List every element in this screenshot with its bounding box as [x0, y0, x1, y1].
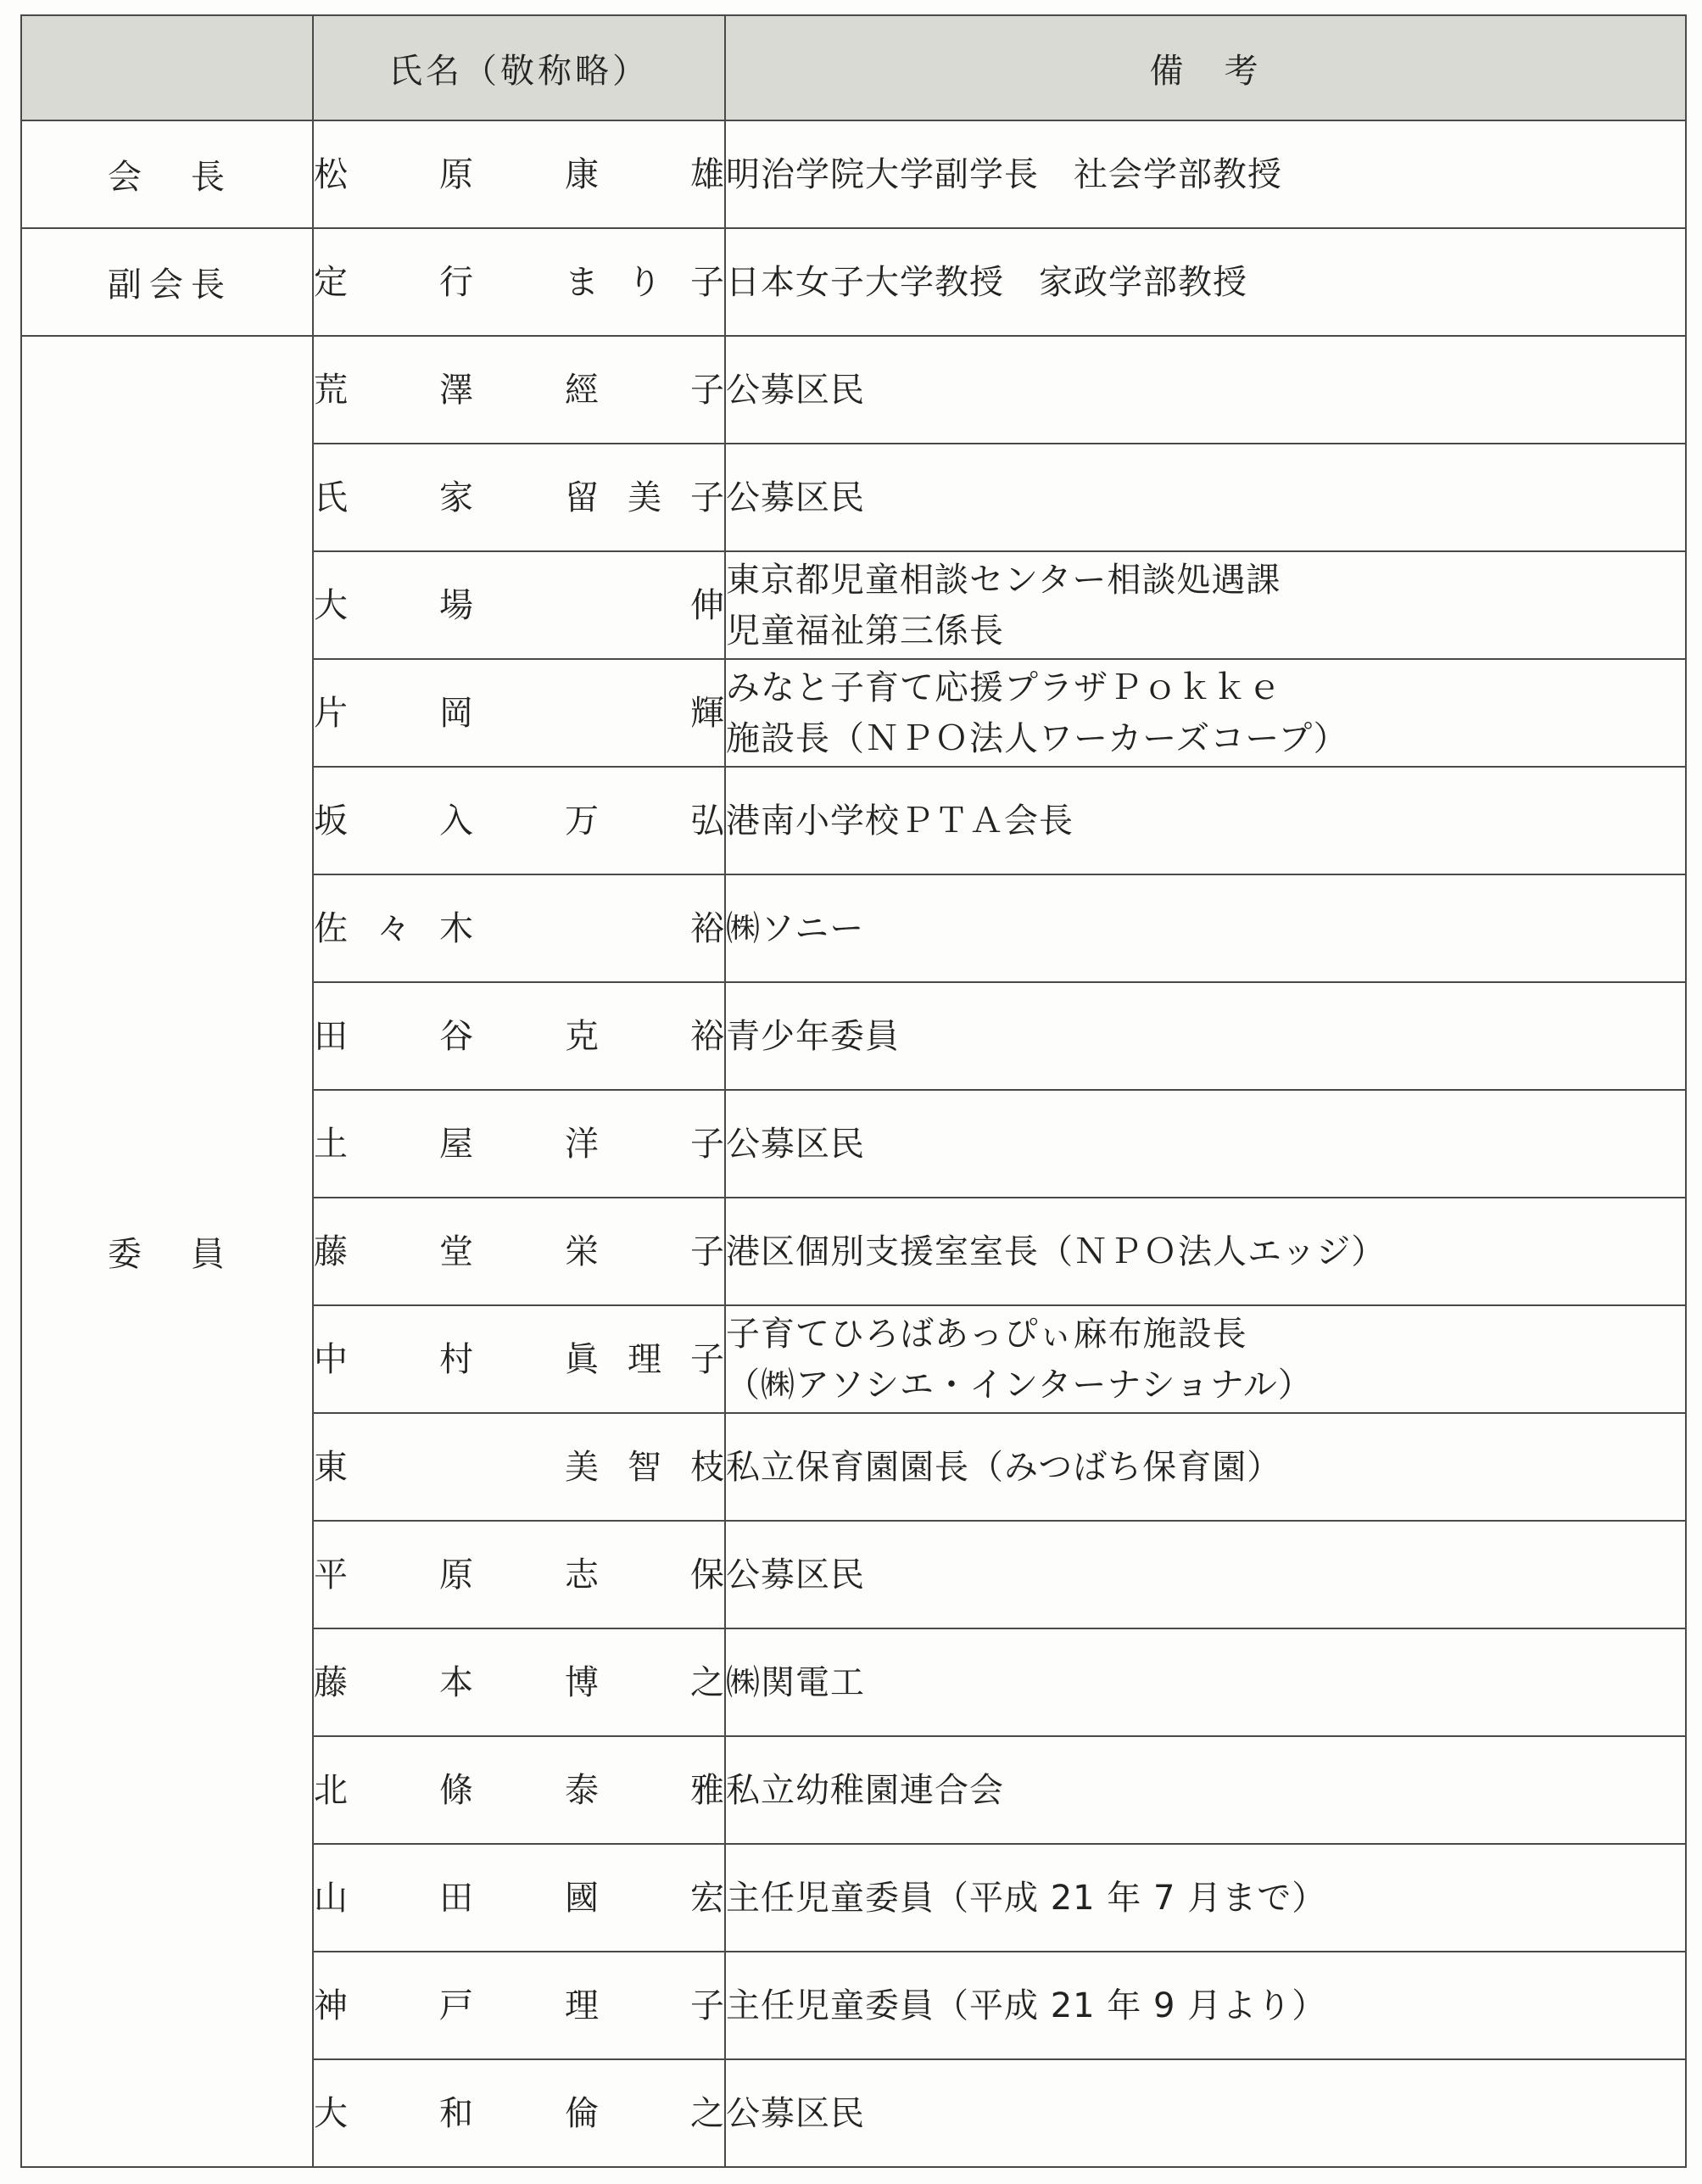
name-cell [313, 228, 725, 336]
note-line: （㈱アソシエ・インターナショナル） [726, 1365, 1313, 1405]
name-cell [313, 659, 725, 767]
note-cell [725, 1844, 1686, 1952]
note-line: 児童福祉第三係長 [726, 611, 1004, 651]
note-cell [725, 982, 1686, 1090]
name-cell [313, 1628, 725, 1736]
note-cell [725, 1090, 1686, 1198]
note-line: 港区個別支援室室長（ＮＰＯ法人エッジ） [726, 1232, 1387, 1271]
name-cell [313, 1844, 725, 1952]
name-cell [313, 551, 725, 659]
note-line: 公募区民 [726, 478, 865, 517]
header-name: 氏名（敬称略） [313, 15, 725, 120]
note-line: 青少年委員 [726, 1016, 900, 1056]
note-cell [725, 551, 1686, 659]
note-cell [725, 228, 1686, 336]
roster-body [21, 120, 1686, 2167]
member-name: 藤 堂 栄 子 [314, 1232, 724, 1271]
note-line: 私立保育園園長（みつばち保育園） [726, 1447, 1282, 1487]
note-line: 私立幼稚園連合会 [726, 1770, 1004, 1810]
member-name: 田 谷 克 裕 [314, 1016, 724, 1056]
note-line: 子育てひろばあっぴぃ麻布施設長 [726, 1314, 1247, 1354]
header-row [21, 15, 1686, 120]
note-line: ㈱関電工 [726, 1662, 865, 1702]
member-name: 平 原 志 保 [314, 1555, 724, 1595]
note-cell [725, 336, 1686, 444]
note-line: 施設長（ＮＰＯ法人ワーカーズコープ） [726, 718, 1348, 758]
member-name: 藤 本 博 之 [314, 1662, 724, 1702]
name-cell [313, 874, 725, 982]
note-line: 公募区民 [726, 1555, 865, 1595]
note-line: 明治学院大学副学長 社会学部教授 [726, 154, 1282, 194]
note-cell [725, 874, 1686, 982]
member-name: 神 戸 理 子 [314, 1986, 724, 2025]
note-cell [725, 1521, 1686, 1628]
role-label: 会 長 [108, 158, 226, 197]
member-roster-table [20, 14, 1687, 2168]
member-name: 片 岡 輝 [314, 693, 724, 733]
member-name: 東 美智枝 [314, 1447, 724, 1487]
note-cell [725, 1413, 1686, 1521]
member-name: 坂 入 万 弘 [314, 801, 724, 841]
note-line: 日本女子大学教授 家政学部教授 [726, 262, 1247, 302]
member-name: 松 原 康 雄 [314, 154, 724, 194]
note-cell [725, 1736, 1686, 1844]
note-line: ㈱ソニー [726, 908, 865, 948]
member-name: 大 和 倫 之 [314, 2093, 724, 2133]
table-row [21, 336, 1686, 444]
name-cell [313, 1413, 725, 1521]
note-cell [725, 1198, 1686, 1305]
role-label: 副会長 [108, 265, 226, 304]
table-row [21, 120, 1686, 228]
member-name: 山 田 國 宏 [314, 1878, 724, 1918]
name-cell [313, 1305, 725, 1413]
note-cell [725, 120, 1686, 228]
role-cell [21, 228, 313, 336]
member-name: 北 條 泰 雅 [314, 1770, 724, 1810]
name-cell [313, 2059, 725, 2167]
note-cell [725, 767, 1686, 874]
note-line: 東京都児童相談センター相談処遇課 [726, 560, 1281, 600]
name-cell [313, 336, 725, 444]
member-name: 荒 澤 經 子 [314, 370, 724, 410]
note-line: 公募区民 [726, 1124, 865, 1164]
note-cell [725, 444, 1686, 551]
note-cell [725, 1628, 1686, 1736]
name-cell [313, 444, 725, 551]
name-cell [313, 1952, 725, 2059]
role-cell [21, 336, 313, 2167]
name-cell [313, 1736, 725, 1844]
member-name: 中 村 眞理子 [314, 1339, 724, 1379]
note-line: 公募区民 [726, 370, 865, 410]
table-row [21, 228, 1686, 336]
name-cell [313, 1521, 725, 1628]
name-cell [313, 1090, 725, 1198]
note-line: 公募区民 [726, 2093, 865, 2133]
name-cell [313, 982, 725, 1090]
header-note: 備 考 [725, 15, 1686, 120]
role-label: 委 員 [108, 1235, 226, 1274]
member-name: 佐々木 裕 [314, 908, 724, 948]
member-name: 氏 家 留美子 [314, 478, 724, 517]
name-cell [313, 120, 725, 228]
note-line: みなと子育て応援プラザＰｏｋｋｅ [726, 667, 1282, 707]
member-name: 土 屋 洋 子 [314, 1124, 724, 1164]
name-cell [313, 767, 725, 874]
note-line: 港南小学校ＰＴＡ会長 [726, 801, 1074, 841]
name-cell [313, 1198, 725, 1305]
member-name: 大 場 伸 [314, 585, 724, 625]
member-name: 定 行 まり子 [314, 262, 724, 302]
note-cell [725, 1305, 1686, 1413]
note-cell [725, 1952, 1686, 2059]
note-line: 主任児童委員（平成 21 年 7 月まで） [726, 1878, 1327, 1918]
header-role [21, 15, 313, 120]
note-line: 主任児童委員（平成 21 年 9 月より） [726, 1986, 1327, 2025]
note-cell [725, 2059, 1686, 2167]
note-cell [725, 659, 1686, 767]
role-cell [21, 120, 313, 228]
